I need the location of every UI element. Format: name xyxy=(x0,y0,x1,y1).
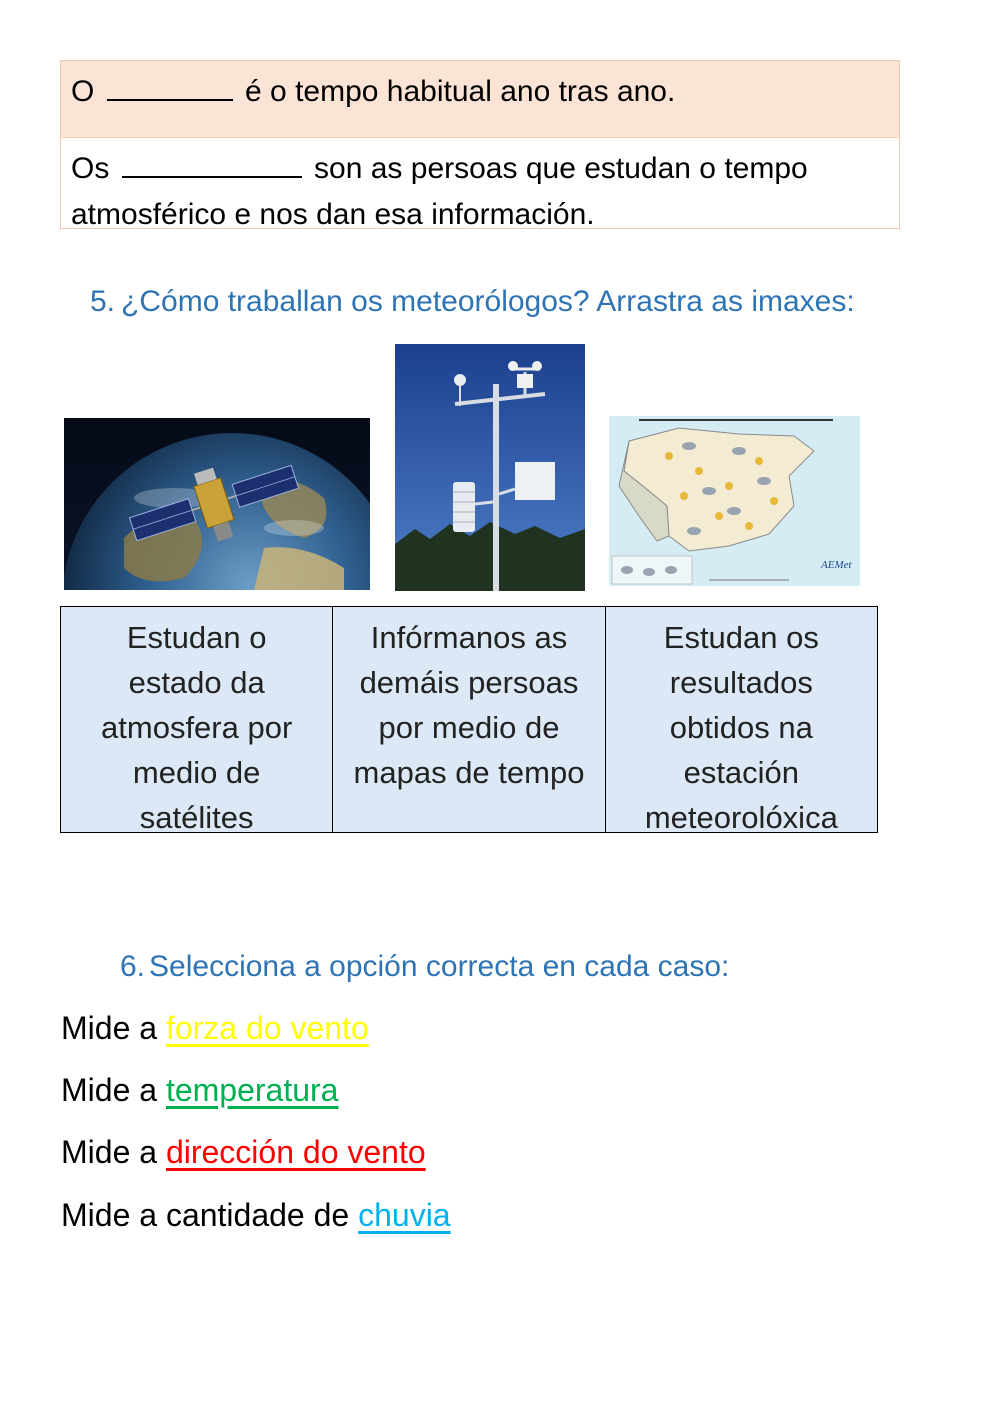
cell-2-line: Infórmanos as xyxy=(370,620,568,655)
cell-1-line: medio de xyxy=(132,755,261,790)
cell-3-line: Estudan os xyxy=(663,620,819,655)
cell-3-line: obtidos na xyxy=(669,710,813,745)
cell-1-line: atmosfera por xyxy=(101,710,293,745)
cell-1-line: Estudan o xyxy=(126,620,267,655)
dropdown-temperatura[interactable]: temperatura xyxy=(165,1072,339,1108)
cell-3-line: estación xyxy=(683,755,800,790)
fill-row-1 xyxy=(61,61,899,138)
weather-map-image[interactable] xyxy=(609,416,860,586)
section-5-heading xyxy=(90,285,855,319)
drop-cell-weather-maps[interactable] xyxy=(332,607,604,832)
drop-cell-weather-station[interactable] xyxy=(605,607,877,835)
cell-2-line: demáis persoas xyxy=(359,665,579,700)
fill-row-1-before: O xyxy=(71,75,95,108)
fill-row-2-after: son as persoas que estudan o tempo xyxy=(314,152,808,185)
dropdown-chuvia[interactable]: chuvia xyxy=(358,1197,451,1233)
option-row-2 xyxy=(61,1072,338,1109)
description-table xyxy=(60,606,878,833)
option-row-3 xyxy=(61,1134,426,1171)
fill-row-2-before: Os xyxy=(71,152,110,185)
section-6-title: Selecciona a opción correcta en cada caso: xyxy=(149,950,730,983)
option-prefix: Mide a cantidade de xyxy=(61,1197,359,1233)
section-6-heading xyxy=(120,950,729,984)
cell-3-line: meteorolóxica xyxy=(644,800,838,835)
option-prefix: Mide a xyxy=(61,1134,166,1170)
option-row-1 xyxy=(61,1010,369,1047)
aemet-logo-text: AEMet xyxy=(821,559,852,571)
cell-3-line: resultados xyxy=(669,665,813,700)
fill-row-1-after: é o tempo habitual ano tras ano. xyxy=(245,75,676,108)
fill-row-2 xyxy=(61,138,899,231)
option-prefix: Mide a xyxy=(61,1072,166,1108)
cell-2-line: mapas de tempo xyxy=(353,755,585,790)
fill-row-2-line2: atmosférico e nos dan esa información. xyxy=(71,198,595,231)
section-5-title: ¿Cómo traballan os meteorólogos? Arrastra as imaxes: xyxy=(121,285,855,318)
option-prefix: Mide a xyxy=(61,1010,166,1046)
drop-cell-satellites[interactable] xyxy=(61,607,332,835)
dropdown-direccion-do-vento[interactable]: dirección do vento xyxy=(165,1134,426,1170)
dropdown-forza-do-vento[interactable]: forza do vento xyxy=(165,1010,369,1046)
section-6-number: 6. xyxy=(120,950,146,983)
section-5-number: 5. xyxy=(90,285,116,318)
weather-station-image[interactable] xyxy=(395,344,585,591)
cell-1-line: satélites xyxy=(139,800,254,835)
satellite-earth-image[interactable] xyxy=(64,418,370,590)
cell-1-line: estado da xyxy=(128,665,265,700)
option-row-4 xyxy=(61,1197,451,1234)
cell-2-line: por medio de xyxy=(378,710,560,745)
fill-in-table xyxy=(60,60,900,229)
blank-input-2[interactable] xyxy=(122,146,302,178)
blank-input-1[interactable] xyxy=(107,69,233,101)
